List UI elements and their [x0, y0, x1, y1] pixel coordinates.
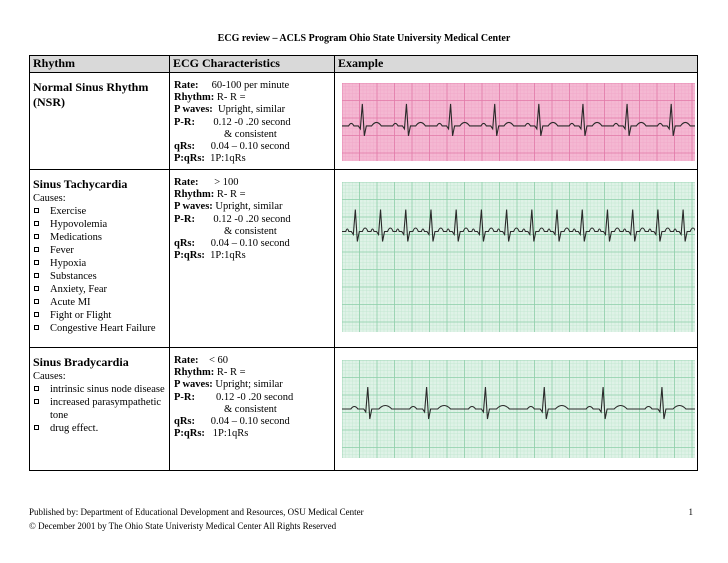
- page-title: ECG review – ACLS Program Ohio State University Medical Center: [217, 33, 511, 44]
- characteristic-line: [174, 201, 334, 213]
- characteristic-line: [174, 214, 334, 226]
- example-cell: [335, 170, 698, 348]
- ecg-trace-graphic: [342, 182, 695, 332]
- page-number: 1: [688, 507, 693, 517]
- characteristic-label: P:qRs:: [174, 428, 205, 440]
- cause-item: [33, 270, 169, 283]
- characteristic-line: [174, 250, 334, 262]
- checkbox-bullet-icon: [34, 247, 39, 252]
- characteristic-value: 0.12 -0 .20 second: [195, 391, 294, 403]
- rhythm-cell: [30, 73, 170, 170]
- characteristic-label: P-R:: [174, 213, 195, 225]
- characteristic-line: [174, 404, 334, 416]
- causes-label: Causes:: [33, 193, 66, 204]
- cause-item: [33, 296, 169, 309]
- example-cell: [335, 348, 698, 471]
- checkbox-bullet-icon: [34, 286, 39, 291]
- checkbox-bullet-icon: [34, 221, 39, 226]
- characteristic-line: [174, 177, 334, 189]
- cause-item: [33, 244, 169, 257]
- header-rhythm: Rhythm: [30, 56, 170, 73]
- characteristic-value: Upright, similar: [212, 104, 286, 116]
- characteristics-cell: [170, 73, 335, 170]
- ecg-trace-graphic: [342, 83, 695, 161]
- characteristic-value: R- R =: [214, 189, 246, 201]
- characteristic-label: P waves:: [174, 379, 213, 391]
- characteristic-value: R- R =: [214, 367, 246, 379]
- characteristic-line: [174, 129, 334, 141]
- checkbox-bullet-icon: [34, 312, 39, 317]
- ecg-strip: [342, 360, 695, 458]
- characteristic-line: [174, 392, 334, 404]
- characteristic-value: & consistent: [224, 403, 277, 415]
- rhythm-cell: [30, 348, 170, 471]
- characteristic-value: 1P:1qRs: [204, 428, 249, 440]
- characteristic-label: P:qRs:: [174, 250, 205, 262]
- characteristic-value: 60-100 per minute: [198, 80, 290, 91]
- characteristic-line: [174, 80, 334, 92]
- rhythm-row: [30, 348, 698, 471]
- characteristic-value: 0.12 -0 .20 second: [195, 116, 291, 128]
- header-example: Example: [335, 56, 698, 73]
- characteristic-line: [174, 367, 334, 379]
- characteristic-label: qRs:: [174, 141, 196, 153]
- cause-text: Congestive Heart Failure: [50, 323, 156, 334]
- cause-item: [33, 218, 169, 231]
- cause-text: intrinsic sinus node disease: [50, 384, 165, 395]
- characteristic-value: 0.04 – 0.10 second: [195, 141, 290, 153]
- characteristic-label: Rate:: [174, 355, 199, 366]
- cause-text: Fight or Flight: [50, 310, 112, 321]
- characteristic-value: 0.04 – 0.10 second: [195, 416, 290, 428]
- cause-text: Substances: [50, 271, 97, 282]
- characteristic-label: P waves:: [174, 104, 213, 116]
- characteristic-label: qRs:: [174, 416, 196, 428]
- characteristic-label: P-R:: [174, 116, 195, 128]
- characteristic-line: [174, 153, 334, 165]
- rhythm-row: [30, 170, 698, 348]
- header-row: [30, 56, 698, 73]
- causes-list: [33, 205, 169, 335]
- cause-item: [33, 205, 169, 218]
- cause-item: [33, 283, 169, 296]
- rhythm-name: (NSR): [33, 95, 65, 109]
- checkbox-bullet-icon: [34, 386, 39, 391]
- characteristic-label: Rate:: [174, 80, 199, 91]
- example-cell: [335, 73, 698, 170]
- ecg-table: [29, 55, 698, 471]
- cause-item: [33, 257, 169, 270]
- characteristic-value: < 60: [198, 355, 229, 366]
- cause-item: [33, 322, 169, 335]
- footer-published: Published by: Department of Educational Development and Resources, OSU Medical Center: [29, 507, 364, 517]
- characteristic-label: Rate:: [174, 177, 199, 188]
- ecg-strip: [342, 83, 695, 161]
- cause-text: Medications: [50, 232, 102, 243]
- rhythm-cell: [30, 170, 170, 348]
- cause-text: Anxiety, Fear: [50, 284, 108, 295]
- header-characteristics: ECG Characteristics: [170, 56, 335, 73]
- ecg-trace-graphic: [342, 360, 695, 458]
- characteristic-value: 1P:1qRs: [204, 153, 246, 165]
- checkbox-bullet-icon: [34, 299, 39, 304]
- characteristic-value: 1P:1qRs: [204, 250, 246, 262]
- characteristic-line: [174, 416, 334, 428]
- checkbox-bullet-icon: [34, 260, 39, 265]
- characteristic-line: [174, 238, 334, 250]
- cause-text: drug effect.: [50, 423, 99, 434]
- cause-text: Exercise: [50, 206, 87, 217]
- characteristic-label: Rhythm:: [174, 189, 215, 201]
- ecg-strip: [342, 182, 695, 332]
- characteristic-label: P waves:: [174, 201, 213, 213]
- footer-copyright: © December 2001 by The Ohio State Univeristy Medical Center All Rights Reserved: [29, 521, 337, 531]
- causes-list: [33, 383, 169, 435]
- cause-text: increased parasympathetic tone: [50, 397, 162, 421]
- checkbox-bullet-icon: [34, 325, 39, 330]
- checkbox-bullet-icon: [34, 273, 39, 278]
- characteristic-label: Rhythm:: [174, 367, 215, 379]
- characteristic-value: & consistent: [224, 128, 277, 140]
- rhythm-name: Sinus Tachycardia: [33, 177, 128, 191]
- characteristic-value: R- R =: [214, 92, 246, 104]
- characteristic-value: Upright, similar: [212, 201, 283, 213]
- cause-item: [33, 231, 169, 244]
- characteristic-label: qRs:: [174, 238, 196, 250]
- cause-item: [33, 383, 169, 396]
- characteristic-value: Upright; similar: [212, 379, 283, 391]
- cause-item: [33, 309, 169, 322]
- cause-text: Hypovolemia: [50, 219, 108, 230]
- characteristic-line: [174, 355, 334, 367]
- characteristic-line: [174, 104, 334, 116]
- characteristic-value: > 100: [198, 177, 239, 188]
- checkbox-bullet-icon: [34, 399, 39, 404]
- characteristic-line: [174, 226, 334, 238]
- characteristic-line: [174, 379, 334, 391]
- checkbox-bullet-icon: [34, 425, 39, 430]
- checkbox-bullet-icon: [34, 234, 39, 239]
- characteristic-label: Rhythm:: [174, 92, 215, 104]
- characteristic-line: [174, 141, 334, 153]
- cause-text: Fever: [50, 245, 74, 256]
- cause-text: Acute MI: [50, 297, 91, 308]
- characteristic-line: [174, 428, 334, 440]
- rhythm-name: Normal Sinus Rhythm: [33, 80, 149, 94]
- characteristics-cell: [170, 348, 335, 471]
- rhythm-row: [30, 73, 698, 170]
- rhythm-name: Sinus Bradycardia: [33, 355, 129, 369]
- characteristic-value: 0.12 -0 .20 second: [195, 213, 291, 225]
- characteristic-label: P-R:: [174, 391, 195, 403]
- cause-text: Hypoxia: [50, 258, 87, 269]
- characteristic-line: [174, 189, 334, 201]
- characteristic-value: & consistent: [224, 225, 277, 237]
- characteristics-cell: [170, 170, 335, 348]
- characteristic-label: P:qRs:: [174, 153, 205, 165]
- checkbox-bullet-icon: [34, 208, 39, 213]
- characteristic-line: [174, 92, 334, 104]
- cause-item: [33, 396, 169, 422]
- cause-item: [33, 422, 169, 435]
- causes-label: Causes:: [33, 371, 66, 382]
- characteristic-value: 0.04 – 0.10 second: [195, 238, 290, 250]
- characteristic-line: [174, 117, 334, 129]
